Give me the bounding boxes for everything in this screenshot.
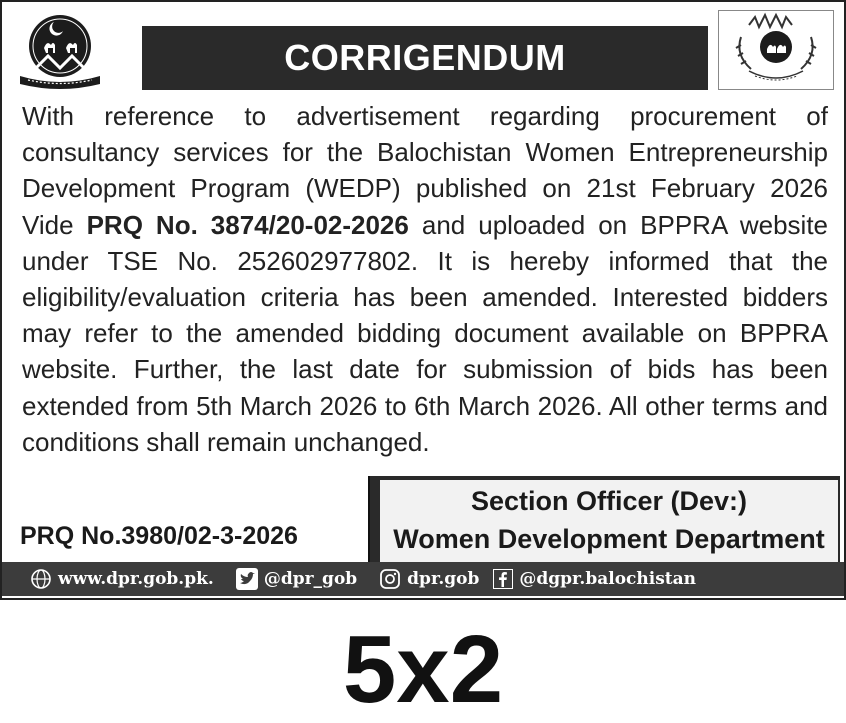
footer-facebook[interactable]: [493, 569, 696, 589]
footer-twitter[interactable]: [236, 568, 357, 590]
prq-number: PRQ No.3980/02-3-2026: [20, 522, 298, 550]
prq-reference-bold: PRQ No. 3874/20-02-2026: [86, 209, 409, 240]
website-text: www.dpr.gob.pk.: [58, 569, 214, 589]
signature-department: Women Development Department: [393, 524, 825, 554]
facebook-icon: [493, 569, 513, 589]
ad-size-label: 5x2: [342, 616, 504, 723]
globe-icon: [30, 568, 52, 590]
footer-instagram[interactable]: [379, 568, 479, 590]
notice-body: [22, 98, 828, 460]
footer-bar: [2, 562, 844, 596]
signature-title: Section Officer (Dev:): [470, 486, 748, 516]
twitter-handle: @dpr_gob: [263, 569, 358, 589]
government-logo: [14, 10, 106, 90]
facebook-handle: @dgpr.balochistan: [519, 569, 697, 589]
title-banner: [142, 26, 708, 90]
page-title: CORRIGENDUM: [284, 37, 566, 78]
signature-block: [368, 476, 840, 562]
notice-body-part-2: and uploaded on BPPRA website under TSE No. 252602977802. It is hereby informed that the eligibility/evaluation criteria has been amended. Interested bidders may refer to the amended bidding document available on BPPRA website. Further, the last date for submission of bids has been extended from 5th March 2026 to 6th March 2026. All other terms and conditions shall remain unchanged.: [22, 209, 829, 457]
instagram-icon: [379, 568, 401, 590]
footer-website[interactable]: [30, 568, 214, 590]
signature-panel: [380, 480, 838, 564]
notice-body-part-1: With reference to advertisement regarding procurement of consultancy services for the Balochistan Women Entrepreneurship Development Program (WEDP) published on 21st February 2026 Vide: [22, 101, 828, 240]
twitter-icon: [236, 568, 258, 590]
dgpr-logo: [718, 10, 834, 90]
instagram-handle: dpr.gob: [407, 569, 480, 589]
